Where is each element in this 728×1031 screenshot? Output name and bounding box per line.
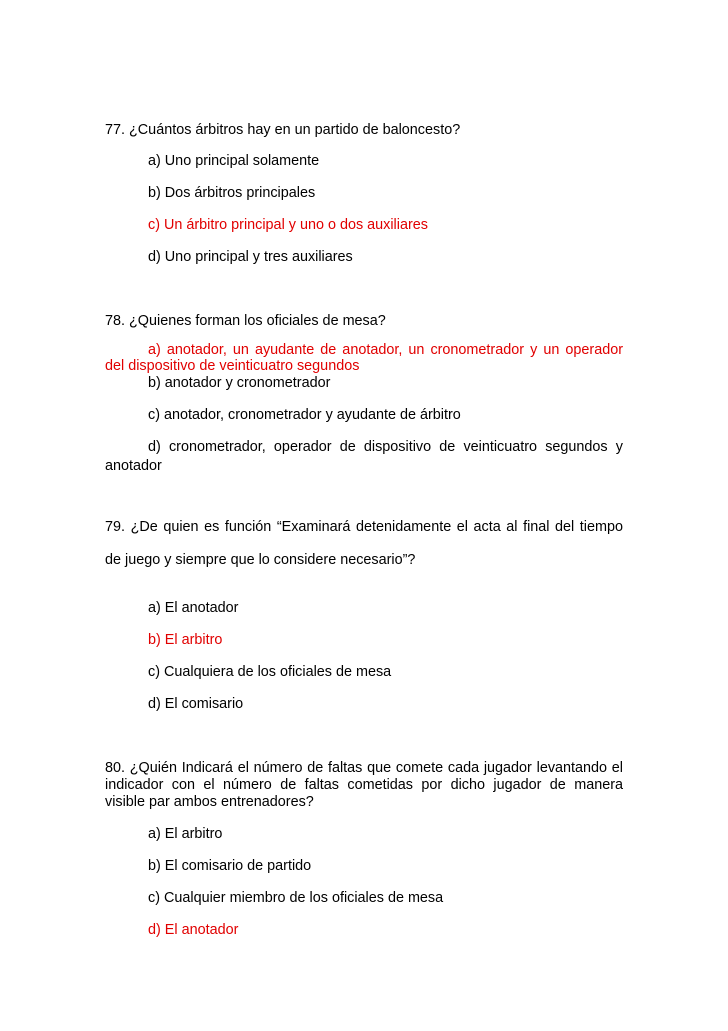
question-78-option-a-correct-line2: del dispositivo de veinticuatro segundos <box>105 358 360 374</box>
question-79-option-c: c) Cualquiera de los oficiales de mesa <box>148 664 392 680</box>
question-78-option-d-line1: d) cronometrador, operador de dispositivo de veinticuatro segundos y <box>148 439 623 455</box>
question-80-line1: 80. ¿Quién Indicará el número de faltas que comete cada jugador levantando el <box>105 760 623 776</box>
question-80-line3: visible par ambos entrenadores? <box>105 794 314 810</box>
question-80-line2: indicador con el número de faltas cometidas por dicho jugador de manera <box>105 777 623 793</box>
question-78-option-b: b) anotador y cronometrador <box>148 375 331 391</box>
question-79-line1: 79. ¿De quien es función “Examinará detenidamente el acta al final del tiempo <box>105 519 623 535</box>
question-79-option-b-correct: b) El arbitro <box>148 632 223 648</box>
question-77: 77. ¿Cuántos árbitros hay en un partido de baloncesto? <box>105 122 461 138</box>
question-79-line2: de juego y siempre que lo considere necesario”? <box>105 552 416 568</box>
question-80-option-c: c) Cualquier miembro de los oficiales de mesa <box>148 890 444 906</box>
question-79-option-a: a) El anotador <box>148 600 239 616</box>
question-77-option-b: b) Dos árbitros principales <box>148 185 316 201</box>
question-80-option-d-correct: d) El anotador <box>148 922 239 938</box>
question-79-option-d: d) El comisario <box>148 696 244 712</box>
question-80-option-a: a) El arbitro <box>148 826 223 842</box>
question-78: 78. ¿Quienes forman los oficiales de mesa? <box>105 313 386 329</box>
question-77-option-a: a) Uno principal solamente <box>148 153 320 169</box>
question-78-option-c: c) anotador, cronometrador y ayudante de árbitro <box>148 407 461 423</box>
question-80-option-b: b) El comisario de partido <box>148 858 312 874</box>
question-78-option-d-line2: anotador <box>105 458 162 474</box>
question-78-option-a-correct-line1: a) anotador, un ayudante de anotador, un cronometrador y un operador <box>148 342 623 358</box>
question-77-option-c-correct: c) Un árbitro principal y uno o dos auxiliares <box>148 217 428 233</box>
question-77-option-d: d) Uno principal y tres auxiliares <box>148 249 353 265</box>
